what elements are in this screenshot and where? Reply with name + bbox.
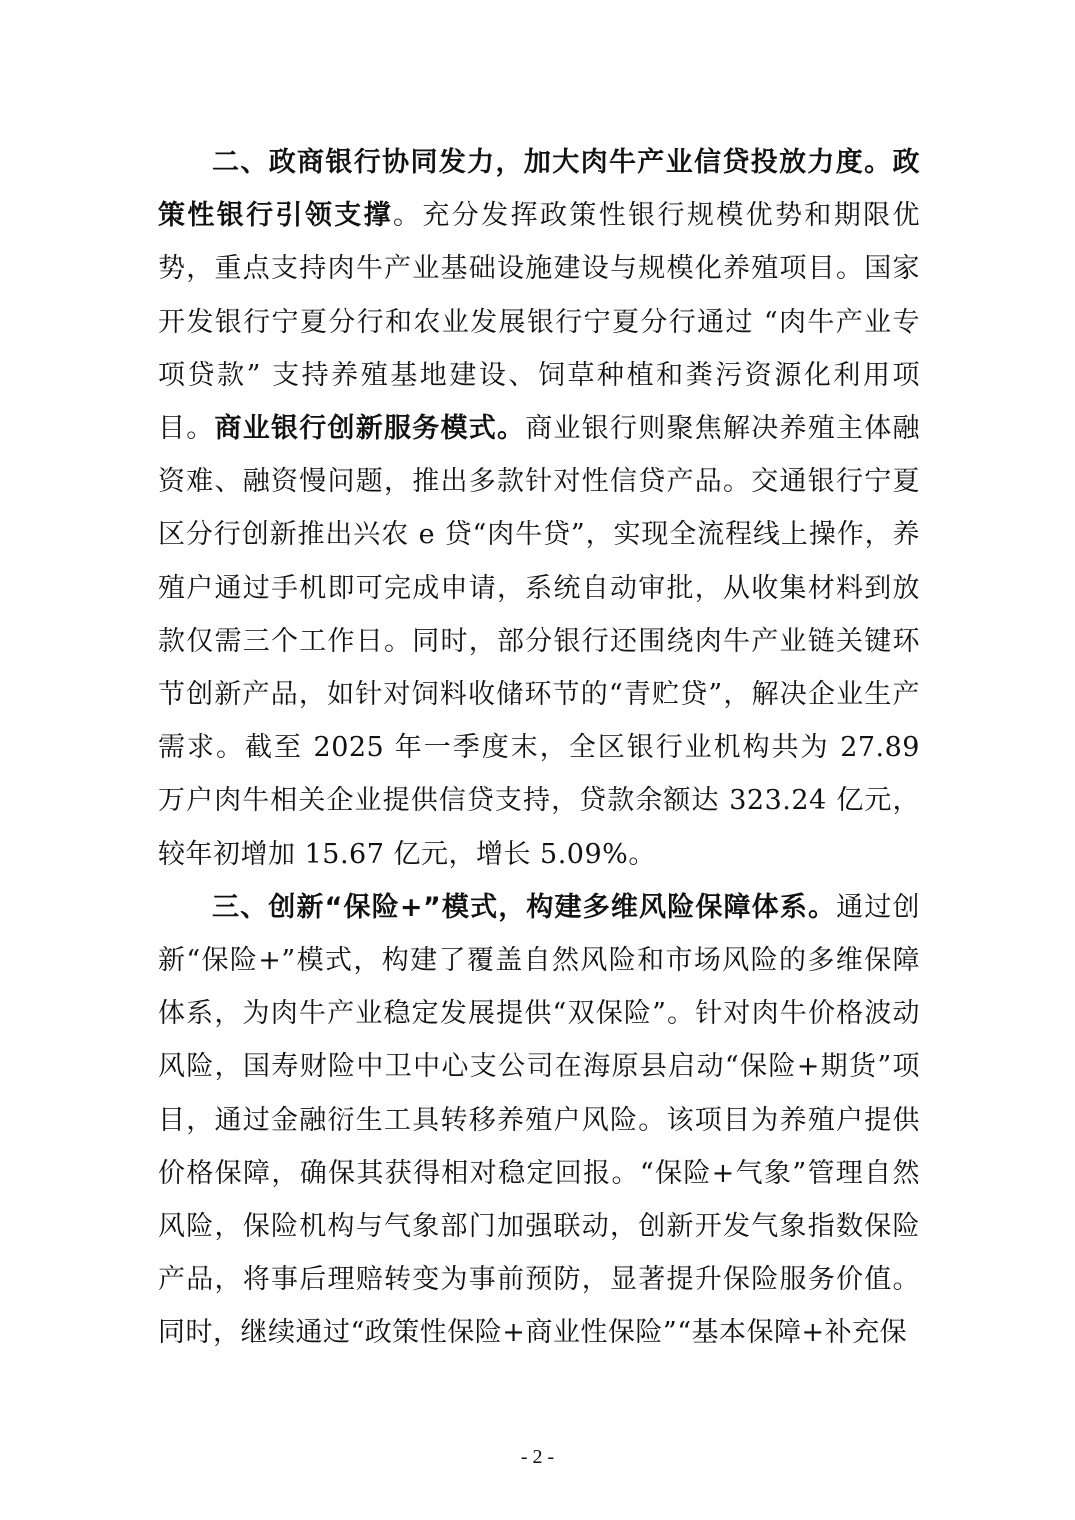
body-text: 商业银行则聚焦解决养殖主体融资难、融资慢问题，推出多款针对性信贷产品。交通银行宁夏区分行创新推出兴农 e 贷“肉牛贷”，实现全流程线上操作，养殖户通过手机即可完成申请，系统自动审批，从收集材料到放款仅需三个工作日。同时，部分银行还围绕肉牛产业链关键环节创新产品，如针对饲料收储环节的“青贮贷”，解决企业生产需求。截至 2025 年一季度末，全区银行业机构共为 27.89 万户肉牛相关企业提供信贷支持，贷款余额达 323.24 亿元，较年初增加 15.67 亿元，增长 5.09%。 <box>158 413 920 870</box>
page-number: - 2 - <box>520 1446 555 1468</box>
subheading-policy-banks: 政策性银行引领支撑 <box>158 147 920 232</box>
body-text: 通过创新“保险+”模式，构建了覆盖自然风险和市场风险的多维保障体系，为肉牛产业稳定发展提供“双保险”。针对肉牛价格波动风险，国寿财险中卫中心支公司在海原县启动“保险+期货”项目，通过金融衍生工具转移养殖户风险。该项目为养殖户提供价格保障，确保其获得相对稳定回报。“保险+气象”管理自然风险，保险机构与气象部门加强联动，创新开发气象指数保险产品，将事后理赔转变为事前预防，显著提升保险服务价值。同时，继续通过“政策性保险+商业性保险”“基本保障+补充保 <box>158 891 920 1349</box>
section-heading-two: 二、政商银行协同发力，加大肉牛产业信贷投放力度。 <box>212 147 893 178</box>
subheading-commercial-banks: 商业银行创新服务模式。 <box>214 413 526 445</box>
document-page <box>158 136 920 1360</box>
paragraph-insurance <box>158 881 920 1360</box>
paragraph-bank-credit <box>158 136 920 881</box>
body-text: 。充分发挥政策性银行规模优势和期限优势，重点支持肉牛产业基础设施建设与规模化养殖项目。国家开发银行宁夏分行和农业发展银行宁夏分行通过 “肉牛产业专项贷款” 支持养殖基地建设、饲草种植和粪污资源化利用项目。 <box>158 200 921 445</box>
section-heading-three: 三、创新“保险+”模式，构建多维风险保障体系。 <box>212 891 837 923</box>
